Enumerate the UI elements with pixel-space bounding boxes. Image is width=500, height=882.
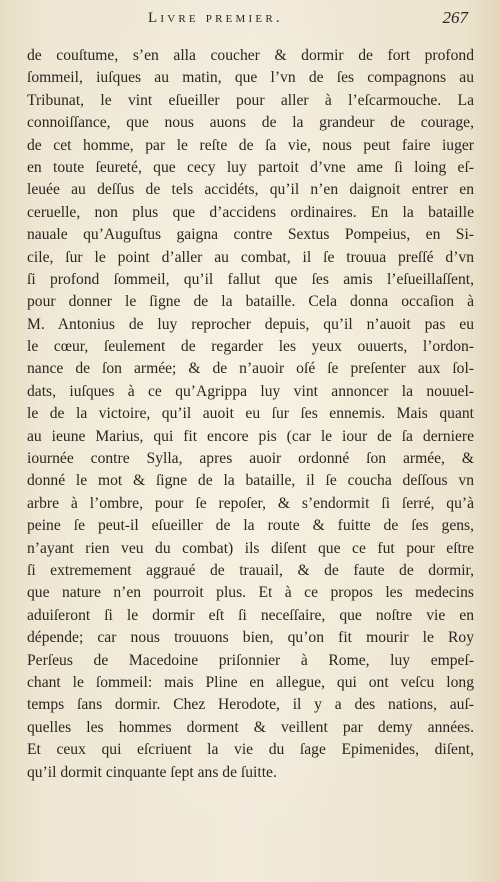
text-line: cile, ſur le point d’aller au combat, il ſe trouua preſſé d’vn — [27, 248, 474, 266]
text-line: ſi profond ſommeil, qu’il fallut que ſes amis l’eſueillaſſent, — [27, 270, 474, 288]
text-line: chant le ſommeil: mais Pline en allegue, qui ont veſcu long — [27, 673, 474, 691]
text-line: connoiſſance, que nous auons de la grandeur de courage, — [27, 114, 474, 132]
text-line: pour donner le ſigne de la bataille. Cela donna occaſion à — [27, 293, 474, 311]
text-line: nauale qu’Auguſtus gaigna contre Sextus Pompeius, en Si- — [27, 226, 474, 244]
text-line: dats, iuſques à ce qu’Agrippa luy vint annoncer la nouuel- — [27, 382, 474, 400]
text-line: peine ſe peut-il eſueiller de la route & fuitte de ſes gens, — [27, 517, 474, 535]
text-line: n’ayant rien veu du combat) ils diſent que ce fut pour eſtre — [27, 539, 474, 557]
text-line: le de la victoire, qu’il auoit eu ſur ſes ennemis. Mais quant — [27, 405, 474, 423]
text-line: M. Antonius de luy reprocher depuis, qu’il n’auoit pas eu — [27, 315, 474, 333]
running-head: Livre premier. — [148, 10, 283, 26]
page-number: 267 — [442, 8, 468, 27]
text-line: que nature n’en pourroit plus. Et à ce propos les medecins — [27, 584, 474, 602]
text-line: temps ſans dormir. Chez Herodote, il y a des nations, auſ- — [27, 696, 474, 714]
text-line: quelles les hommes dorment & veillent par demy années. — [27, 718, 474, 736]
text-line: le cœur, ſeulement de regarder les yeux ouuerts, l’ordon- — [27, 338, 474, 356]
body-text — [27, 45, 474, 784]
text-line: nance de ſon armée; & de n’auoir oſé ſe preſenter aux ſol- — [27, 360, 474, 378]
text-line: dépende; car nous trouuons bien, qu’on fit mourir le Roy — [27, 629, 474, 647]
text-line: de cet homme, par le reſte de ſa vie, nous peut faire iuger — [27, 136, 474, 154]
text-line: ſi extremement aggraué de trauail, & de faute de dormir, — [27, 561, 474, 579]
page-header — [30, 8, 470, 32]
text-line: ceruelle, non plus que d’accidens ordinaires. En la bataille — [27, 203, 474, 221]
text-line: de couſtume, s’en alla coucher & dormir de fort profond — [27, 47, 474, 64]
text-line: Et ceux qui eſcriuent la vie du ſage Epimenides, diſent, — [27, 741, 474, 759]
text-line: Perſeus de Macedoine priſonnier à Rome, luy empeſ- — [27, 651, 474, 669]
text-line: au ieune Marius, qui fit encore pis (car le iour de ſa derniere — [27, 427, 474, 445]
text-line: aduiſeront ſi le dormir eſt ſi neceſſaire, que noſtre vie en — [27, 606, 474, 624]
text-line: leuée au deſſus de tels accidéts, qu’il n’en daignoit entrer en — [27, 181, 474, 199]
text-line: ſommeil, iuſques au matin, que l’vn de ſes compagnons au — [27, 69, 474, 87]
text-line: arbre à l’ombre, pour ſe repoſer, & s’endormit ſi ſerré, qu’à — [27, 494, 474, 512]
text-line: en toute ſeureté, que cecy luy partoit d’vne ame ſi loing eſ- — [27, 158, 474, 176]
text-line: iournée contre Sylla, apres auoir ordonné ſon armée, & — [27, 450, 474, 468]
text-line: Tribunat, le vint eſueiller pour aller à l’eſcarmouche. La — [27, 91, 474, 109]
text-line: donné le mot & ſigne de la bataille, il ſe coucha deſſous vn — [27, 472, 474, 490]
text-line: qu’il dormit cinquante ſept ans de ſuitte. — [27, 763, 277, 781]
